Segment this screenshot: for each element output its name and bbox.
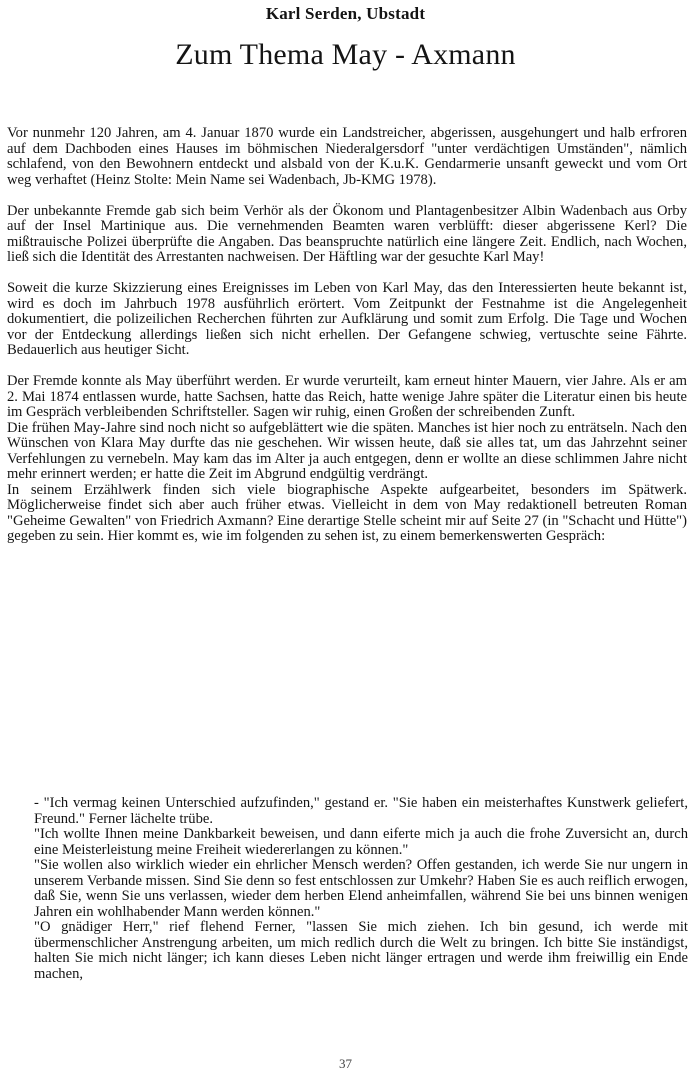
paragraph: In seinem Erzählwerk finden sich viele biographische Aspekte aufgearbeitet, besonders im Spätwerk. Möglicherweise findet sich aber auch früher etwas. Vielleicht in dem von May redaktionell betreuten Roman "Geheime Gewalten" von Friedrich Axmann? Eine derartige Stelle scheint mir auf Seite 27 (in "Schacht und Hütte") gegeben zu sein. Hier kommt es, wie im folgenden zu sehen ist, zu einem bemerkenswerten Gespräch:	[7, 481, 687, 544]
quote-paragraph: "Ich wollte Ihnen meine Dankbarkeit beweisen, und dann eiferte mich ja auch die frohe Zuversicht an, durch eine Meisterleistung meine Freiheit wiedererlangen zu können."	[34, 826, 688, 858]
paragraph: Der Fremde konnte als May überführt werden. Er wurde verurteilt, kam erneut hinter Mauern, vier Jahre. Als er am 2. Mai 1874 entlassen wurde, hatte Sachsen, hatte das Reich, hatte wenige Jahre später die Literatur einen bis heute im Gespräch verbleibenden Schriftsteller. Sagen wir ruhig, einen Großen der schreibenden Zunft.	[7, 373, 687, 420]
page-number: 37	[339, 1056, 352, 1071]
paragraph: Die frühen May-Jahre sind noch nicht so aufgeblättert wie die späten. Manches ist hier noch zu enträtseln. Nach den Wünschen von Klara May durfte das nie geschehen. Wir wissen heute, daß sie alles tat, um das Jahrzehnt seiner Verfehlungen zu vernebeln. May kam das im Alter ja auch entgegen, denn er wollte an diese schlimmen Jahre nicht mehr erinnert werden; er hatte die Zeit im Abgrund endgültig verdrängt.	[7, 419, 687, 482]
quote-paragraph: "Sie wollen also wirklich wieder ein ehrlicher Mensch werden? Offen gestanden, ich werde Sie nur ungern in unserem Verbande missen. Sind Sie denn so fest entschlossen zur Umkehr? Haben Sie es auch reiflich erwogen, daß Sie, wenn Sie uns verlassen, wieder dem herben Elend anheimfallen, während Sie bei uns binnen wenigen Jahren ein wohlhabender Mann werden können."	[34, 857, 688, 920]
paragraph: Vor nunmehr 120 Jahren, am 4. Januar 1870 wurde ein Landstreicher, abgerissen, ausgehungert und halb erfroren auf dem Dachboden eines Hauses im böhmischen Niederalgersdorf "unter verdächtigen Umständen", nämlich schlafend, von den Bewohnern entdeckt und alsbald von der K.u.K. Gendarmerie unsanft geweckt und vom Ort weg verhaftet (Heinz Stolte: Mein Name sei Wadenbach, Jb-KMG 1978).	[7, 125, 687, 188]
article-body	[7, 126, 687, 545]
quoted-excerpt	[34, 796, 688, 982]
paragraph: Der unbekannte Fremde gab sich beim Verhör als der Ökonom und Plantagenbesitzer Albin Wadenbach aus Orby auf der Insel Martinique aus. Die vernehmenden Beamten waren verblüfft: dieser abgerissene Kerl? Die mißtrauische Polizei überprüfte die Angaben. Das beanspruchte natürlich eine längere Zeit. Endlich, nach Wochen, ließ sich die Identität des Arrestanten nachweisen. Der Häftling war der gesuchte Karl May!	[7, 202, 687, 265]
article-title: Zum Thema May - Axmann	[175, 38, 516, 71]
paragraph: Soweit die kurze Skizzierung eines Ereignisses im Leben von Karl May, das den Interessierten heute bekannt ist, wird es doch im Jahrbuch 1978 ausführlich erörtert. Vom Zeitpunkt der Festnahme ist die Angelegenheit dokumentiert, die polizeilichen Recherchen führten zur Aufklärung und somit zum Erfolg. Die Tage und Wochen vor der Entdeckung allerdings ließen sich nicht erhellen. Der Gefangene schwieg, vertuschte seine Fährte. Bedauerlich aus heutiger Sicht.	[7, 280, 687, 358]
quote-paragraph: - "Ich vermag keinen Unterschied aufzufinden," gestand er. "Sie haben ein meisterhaftes Kunstwerk geliefert, Freund." Ferner lächelte trübe.	[34, 795, 688, 827]
author-line: Karl Serden, Ubstadt	[265, 4, 426, 23]
quote-paragraph: "O gnädiger Herr," rief flehend Ferner, "lassen Sie mich ziehen. Ich bin gesund, ich werde mit übermenschlicher Anstrengung arbeiten, um mich redlich durch die Welt zu bringen. Ich bitte Sie inständigst, halten Sie mich nicht länger; ich kann dieses Leben nicht länger ertragen und werde ihm freiwillig ein Ende machen,	[34, 919, 688, 982]
